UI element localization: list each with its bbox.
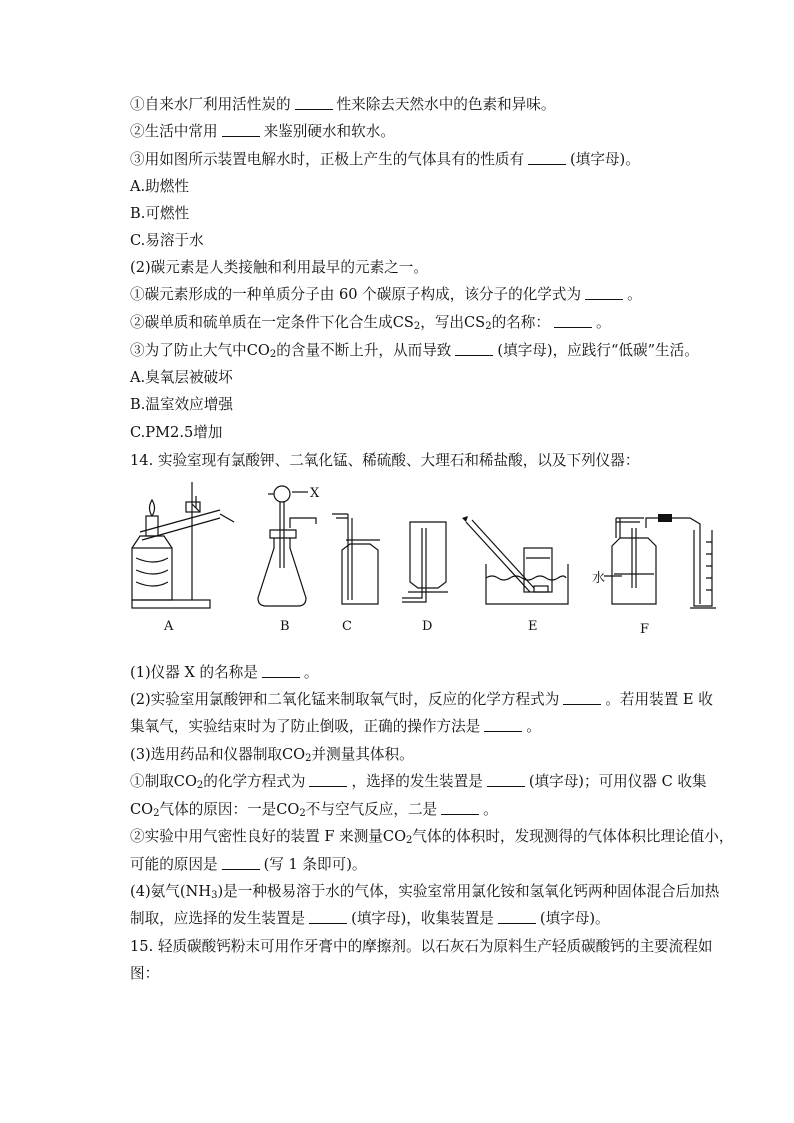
answer-blank[interactable] [585, 285, 623, 300]
text-line: 图： [130, 965, 160, 982]
answer-blank[interactable] [455, 341, 493, 356]
apparatus-figure [120, 478, 730, 643]
label-d: D [422, 619, 433, 634]
text-line: (2)实验室用氯酸钾和二氧化锰来制取氧气时，反应的化学方程式为 。若用装置 E 收 [130, 691, 713, 708]
answer-blank[interactable] [484, 717, 522, 732]
text-line: ①制取$CO_2$的化学方程式为 ，选择的发生装置是 (填字母)；可用仪器 C 收集 [130, 773, 707, 791]
label-c: C [342, 619, 352, 634]
text-line: ③为了防止大气中$CO_2$的含量不断上升，从而导致 (填字母)，应践行“低碳”生活。 [130, 342, 699, 360]
apparatus-e [462, 516, 568, 634]
apparatus-f [592, 514, 716, 637]
text-line: (3)选用药品和仪器制取$CO_2$并测量其体积。 [130, 746, 414, 764]
option-b: B.可燃性 [130, 205, 190, 222]
answer-blank[interactable] [487, 772, 525, 787]
label-x: X [310, 486, 320, 501]
label-f: F [640, 622, 650, 637]
text-line: 制取，应选择的发生装置是 (填字母)，收集装置是 (填字母)。 [130, 910, 610, 927]
option-a: A.助燃性 [130, 178, 189, 195]
apparatus-b [258, 486, 320, 634]
question-15: 15. 轻质碳酸钙粉末可用作牙膏中的摩擦剂。以石灰石为原料生产轻质碳酸钙的主要流程如 [130, 938, 713, 955]
answer-blank[interactable] [441, 800, 479, 815]
label-b: B [280, 619, 290, 634]
answer-blank[interactable] [563, 690, 601, 705]
apparatus-a [132, 482, 234, 634]
text-line: ②生活中常用 来鉴别硬水和软水。 [130, 123, 395, 140]
answer-blank[interactable] [222, 122, 260, 137]
text-line: ②实验中用气密性良好的装置 F 来测量$CO_2$气体的体积时，发现测得的气体体积比理论值小， [130, 828, 734, 846]
text-line: ①自来水厂利用活性炭的 性来除去天然水中的色素和异味。 [130, 96, 556, 113]
answer-blank[interactable] [262, 663, 300, 678]
option-a: A.臭氧层被破坏 [130, 369, 233, 386]
text-line: (4)氨气$(NH_3)$是一种极易溶于水的气体，实验室常用氯化铵和氢氧化钙两种固体混合后加热 [130, 883, 720, 901]
option-b: B.温室效应增强 [130, 396, 233, 413]
apparatus-c [332, 514, 380, 634]
text-line: (2)碳元素是人类接触和利用最早的元素之一。 [130, 259, 428, 276]
text-line: (1)仪器 X 的名称是 。 [130, 664, 319, 681]
option-c: C.PM2.5增加 [130, 424, 223, 441]
text-line: 集氧气，实验结束时为了防止倒吸，正确的操作方法是 。 [130, 718, 541, 735]
text-line: ②碳单质和硫单质在一定条件下化合生成$CS_2$，写出$CS_2$的名称： 。 [130, 314, 611, 332]
text-line: ③用如图所示装置电解水时，正极上产生的气体具有的性质有 (填字母)。 [130, 151, 640, 168]
answer-blank[interactable] [309, 772, 347, 787]
answer-blank[interactable] [528, 150, 566, 165]
answer-blank[interactable] [498, 909, 536, 924]
apparatus-d [402, 522, 448, 634]
answer-blank[interactable] [222, 855, 260, 870]
label-e: E [528, 619, 538, 634]
answer-blank[interactable] [295, 95, 333, 110]
label-a: A [164, 619, 174, 634]
water-label: 水 [592, 571, 606, 586]
option-c: C.易溶于水 [130, 232, 204, 249]
text-line: $CO_2$气体的原因：一是$CO_2$不与空气反应，二是 。 [130, 801, 498, 819]
answer-blank[interactable] [554, 313, 592, 328]
question-14: 14. 实验室现有氯酸钾、二氧化锰、稀硫酸、大理石和稀盐酸，以及下列仪器： [130, 452, 640, 469]
text-line: 可能的原因是 (写 1 条即可)。 [130, 856, 367, 873]
answer-blank[interactable] [309, 909, 347, 924]
text-line: ①碳元素形成的一种单质分子由 60 个碳原子构成，该分子的化学式为 。 [130, 286, 642, 303]
